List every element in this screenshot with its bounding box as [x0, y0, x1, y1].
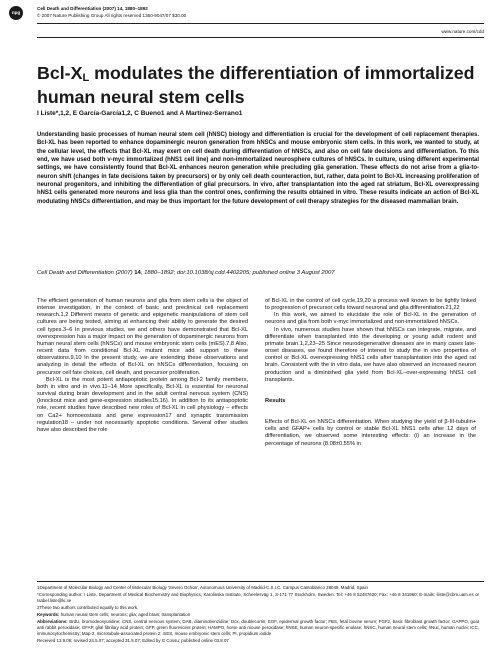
body-paragraph: of Bcl-XL in the control of cell cycle,19,20 a process well known to be tightly linked to progression of precursor cells toward neuronal and glia differentiation.21,22 — [265, 298, 476, 312]
citation-line: Cell Death and Differentiation (2007) 14, 1880–1892; doi:10.1038/sj.cdd.4402205; published online 3 August 2007 — [37, 270, 335, 276]
abstract: Understanding basic processes of human neural stem cell (hNSC) biology and differentiation is crucial for the development of cell replacement therapies. Bcl-XL has been reported to enhance dopaminergic neuron generation from hNSCs and mouse embryonic stem cells. In this work, we wanted to study, at the cellular level, the effects that Bcl-XL may exert on cell death during differentiation of hNSCs, and also on cell fate decisions and differentiation. To this end, we have used both v-myc immortalized (hNS1 cell line) and non-immortalized neurosphere cultures of hNSCs. In culture, using different experimental settings, we have consistently found that Bcl-XL enhances neuron generation while precluding glia generation. These effects do not arise from a glia-to-neuron shift (changes in fate decisions taken by precursors) or by only cell death counteraction, but, rather, data point to Bcl-XL increasing proliferation of neuronal progenitors, and inhibiting the differentiation of glial precursors. In vivo, after transplantation into the aged rat striatum, Bcl-XL overexpressing hNS1 cells generated more neurons and less glia than the control ones, confirming the results obtained in vitro. These results indicate an action of Bcl-XL modulating hNSCs differentiation, and may be thus important for the future development of cell therapy strategies for the diseased mammalian brain. — [37, 132, 479, 205]
equal-contribution-note: 2These two authors contributed equally to this work. — [37, 604, 139, 610]
publisher-logo: npg — [9, 6, 23, 20]
header-rule-bottom — [37, 37, 484, 38]
body-paragraph: Bcl-XL is the most potent antiapoptotic protein among Bcl-2 family members, both in vitro and in vivo.11–14 More specifically, Bcl-XL is essential for neuronal survival during brain development and in the adult central nervous system (CNS) (knockout mice and gene-expression studies15,16). In addition to its antiapoptotic role, recent studies have described new roles of Bcl-XL in cell physiology – effects on Ca2+ homoeostasis and gene expression17 and synaptic transmission regulation18 – under not necessarily apoptotic conditions. Several other studies have also described the role — [37, 376, 248, 433]
copyright-line: © 2007 Nature Publishing Group All rights reserved 1350-9047/07 $30.00 — [37, 13, 187, 18]
body-paragraph: In this work, we aimed to elucidate the role of Bcl-XL in the generation of neurons and glia from both v-myc immortalized and non-immortalized hNSCs. — [265, 312, 476, 326]
journal-url[interactable]: www.nature.com/cdd — [441, 29, 484, 34]
affiliation-note: 1Department of Molecular Biology and Center of Molecular Biology 'Severo Ochoa', Autonomous University of Madrid-C.S.I.C. Campus Cantoblanco 28049, Madrid, Spain — [37, 585, 368, 590]
author-list: I Liste*,1,2, E García-García1,2, C Bueno1 and A Martínez-Serrano1 — [37, 110, 243, 117]
received-note: Received 13.9.06; revised 24.5.07; accepted 31.5.07; Edited by G Cossu; published online 03.8.07 — [37, 637, 229, 643]
journal-line: Cell Death and Differentiation (2007) 14, 1880–1892 — [37, 6, 148, 11]
body-column-right — [265, 298, 476, 448]
keywords-note: Keywords: human neural stem cells; neurons; glia; aged brain; transplantation — [37, 612, 191, 618]
correspondence-note: *Corresponding author: I Liste, Department of Medical Biochemistry and Biophysics, Karolinska Institute, Scheelesväg 1, S-171 77 Stockholm, Sweden. Tel: +46 8 52487620; Fax: +46 8 341960; E-mails: iliste@cbm.uam.es or Isabel.liste@ki.se — [37, 592, 479, 603]
header-rule-top — [37, 23, 484, 24]
body-column-left — [37, 298, 248, 434]
footnotes — [37, 585, 479, 645]
abbreviations-note: Abbreviations: BrdU, bromodeoxyuridine; CNS, central nervous system; DAB, diaminobenzidine; Dcx, doublecortin; EGF, epidermal growth factor; FBS, fetal bovine serum; FGF2, basic fibroblast growth factor; GAPPO, goat anti rabbit peroxidase; GFAP, glial fibrilary acid protein; GFP, green fluorescent protein; HAMPO, horse anti mouse peroxidase; hNSE, human neuron-specific enolase; hNSC, human neural stem cells; hNuc, human nuclei; ICC, immunocytochemistry; Map-2, microtubule-associated protein 2; mES, mouse embryonic stem cells; PI, propidium iodide — [37, 619, 479, 636]
body-paragraph: Effects of Bcl-XL on hNSCs differentiation. When studying the yield of β-III-tubulin+ cells and GFAP+ cells by control or stable Bcl-XL hNS1 cells after 12 days of differentiation, we observed some interesting effects: (i) an increase in the percentage of neurons (8.08±0.55% in — [265, 419, 476, 447]
footnote-rule — [37, 581, 484, 582]
body-paragraph: In vivo, numerous studies have shown that hNSCs can integrate, migrate, and differentiate when transplanted into the developing or young adult rodent and primate brain.1,2,23–25 Since neurodegenerative diseases are in many cases late-onset diseases, we found therefore of interest to study the in vivo properties of control or Bcl-XL overexpressing hNS1 cells after transplantation into the aged rat brain. Consistent with the in vitro data, we have also observed an increased neuron production and a diminished glia yield from Bcl-XL–over-expressing hNS1 cell transplants. — [265, 326, 476, 383]
section-heading-results: Results — [265, 397, 286, 404]
article-title: Bcl-$X_L$ modulates the differentiation of immortalized human neural stem cells — [37, 63, 475, 107]
body-paragraph: The efficient generation of human neurons and glia from stem cells is the object of intense investigation, in the context of basic and preclinical cell replacement research.1,2 Different means of genetic and epigenetic manipulations of stem cell cultures are being tested, aiming at enhancing their ability to generate the desired cell types.3–6 In previous studies, we and others have demonstrated that Bcl-XL overexpression has a major impact on the generation of dopaminergic neurons from human neural stem cells (hNSCs) and mouse embryonic stem cells (mES).7,8 Also, recent data from conditional Bcl-XL mutant mice add support to these observations.9,10 In the present study, we are extending these observations and analyzing in detail the effects of Bcl-XL on hNSCs differentiation, focusing on precursor cell fate choices, cell death, and precursor proliferation. — [37, 298, 248, 376]
